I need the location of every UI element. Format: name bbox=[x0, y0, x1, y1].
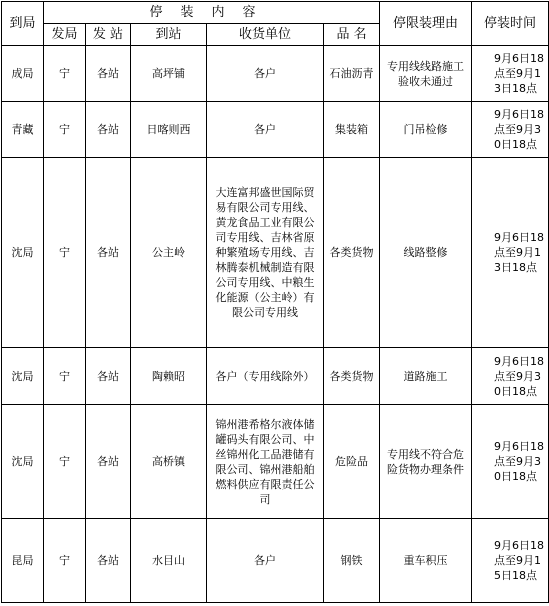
cell-goods: 危险品 bbox=[324, 405, 380, 519]
header-goods: 品 名 bbox=[324, 24, 380, 46]
cell-origin-station: 各站 bbox=[86, 405, 131, 519]
cell-origin-station: 各站 bbox=[86, 348, 131, 405]
cell-origin-station: 各站 bbox=[86, 519, 131, 603]
cell-goods: 各类货物 bbox=[324, 158, 380, 348]
cell-dest-station: 陶赖昭 bbox=[131, 348, 207, 405]
cell-dest-bureau: 成局 bbox=[2, 46, 44, 102]
cell-reason: 道路施工 bbox=[380, 348, 472, 405]
cell-goods: 钢铁 bbox=[324, 519, 380, 603]
cell-dest-station: 水目山 bbox=[131, 519, 207, 603]
cell-dest-bureau: 沈局 bbox=[2, 405, 44, 519]
header-dest-station: 到站 bbox=[131, 24, 207, 46]
header-reason: 停限装理由 bbox=[380, 2, 472, 46]
cell-dest-station: 公主岭 bbox=[131, 158, 207, 348]
header-origin-station: 发 站 bbox=[86, 24, 131, 46]
cell-dest-station: 高坪铺 bbox=[131, 46, 207, 102]
header-consignee: 收货单位 bbox=[207, 24, 324, 46]
header-dest-bureau: 到局 bbox=[2, 2, 44, 46]
cell-dest-bureau: 昆局 bbox=[2, 519, 44, 603]
cell-origin-station: 各站 bbox=[86, 46, 131, 102]
cell-reason: 门吊检修 bbox=[380, 102, 472, 158]
cell-origin-station: 各站 bbox=[86, 102, 131, 158]
stop-loading-notice-table bbox=[1, 1, 549, 603]
cell-reason: 线路整修 bbox=[380, 158, 472, 348]
cell-period: 9月6日18点至9月30日18点 bbox=[472, 405, 549, 519]
cell-period: 9月6日18点至9月15日18点 bbox=[472, 519, 549, 603]
cell-reason: 重车积压 bbox=[380, 519, 472, 603]
cell-consignee: 大连富邦盛世国际贸易有限公司专用线、黄龙食品工业有限公司专用线、吉林省原种繁殖场专用线、吉林腾泰机械制造有限公司专用线、中粮生化能源（公主岭）有限公司专用线 bbox=[207, 158, 324, 348]
cell-period: 9月6日18点至9月30日18点 bbox=[472, 348, 549, 405]
table-row bbox=[2, 158, 549, 348]
cell-period: 9月6日18点至9月13日18点 bbox=[472, 46, 549, 102]
cell-origin-bureau: 宁 bbox=[44, 102, 86, 158]
table-row bbox=[2, 519, 549, 603]
cell-dest-station: 高桥镇 bbox=[131, 405, 207, 519]
cell-consignee: 各户（专用线除外） bbox=[207, 348, 324, 405]
header-origin-bureau: 发局 bbox=[44, 24, 86, 46]
cell-origin-bureau: 宁 bbox=[44, 405, 86, 519]
cell-goods: 集装箱 bbox=[324, 102, 380, 158]
cell-consignee: 各户 bbox=[207, 102, 324, 158]
cell-origin-bureau: 宁 bbox=[44, 348, 86, 405]
cell-dest-bureau: 沈局 bbox=[2, 158, 44, 348]
cell-goods: 石油沥青 bbox=[324, 46, 380, 102]
cell-dest-station: 日喀则西 bbox=[131, 102, 207, 158]
cell-origin-bureau: 宁 bbox=[44, 519, 86, 603]
table-row bbox=[2, 405, 549, 519]
cell-consignee: 各户 bbox=[207, 519, 324, 603]
table-row bbox=[2, 348, 549, 405]
header-period: 停装时间 bbox=[472, 2, 549, 46]
cell-reason: 专用线不符合危险货物办理条件 bbox=[380, 405, 472, 519]
cell-consignee: 各户 bbox=[207, 46, 324, 102]
cell-dest-bureau: 沈局 bbox=[2, 348, 44, 405]
cell-period: 9月6日18点至9月30日18点 bbox=[472, 102, 549, 158]
table-row bbox=[2, 46, 549, 102]
cell-period: 9月6日18点至9月13日18点 bbox=[472, 158, 549, 348]
cell-reason: 专用线线路施工验收未通过 bbox=[380, 46, 472, 102]
header-content-group: 停装内容 bbox=[44, 2, 380, 24]
cell-origin-bureau: 宁 bbox=[44, 46, 86, 102]
cell-dest-bureau: 青藏 bbox=[2, 102, 44, 158]
table-row bbox=[2, 102, 549, 158]
cell-goods: 各类货物 bbox=[324, 348, 380, 405]
cell-consignee: 锦州港希格尔液体储罐码头有限公司、中丝锦州化工品港储有限公司、锦州港船舶燃料供应有限责任公司 bbox=[207, 405, 324, 519]
cell-origin-station: 各站 bbox=[86, 158, 131, 348]
cell-origin-bureau: 宁 bbox=[44, 158, 86, 348]
